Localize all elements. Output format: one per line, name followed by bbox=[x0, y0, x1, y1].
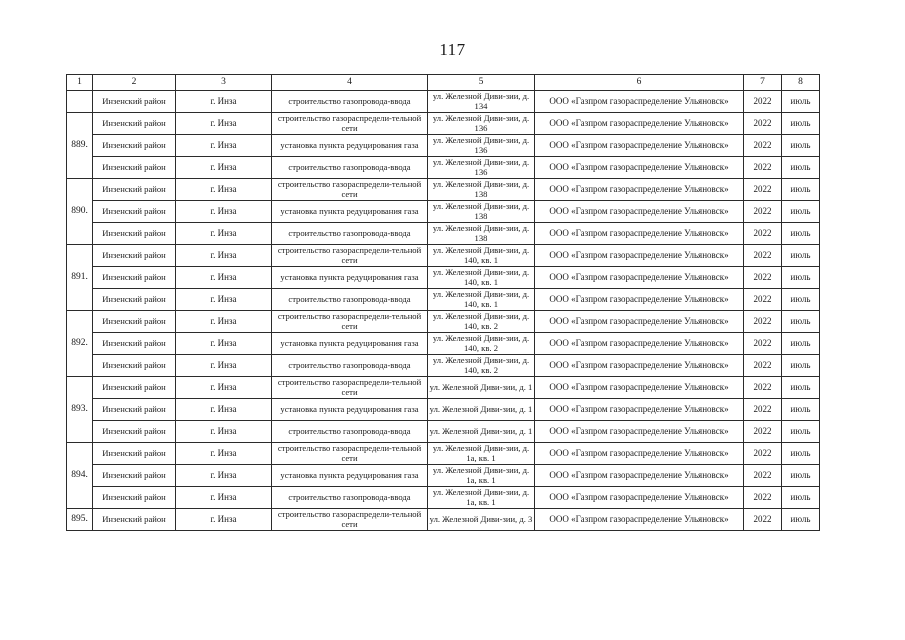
organization-cell: ООО «Газпром газораспределение Ульяновск» bbox=[535, 157, 744, 179]
month-cell: июль bbox=[782, 157, 820, 179]
district-cell: Инзенский район bbox=[93, 399, 176, 421]
city-cell: г. Инза bbox=[176, 355, 272, 377]
table-row bbox=[67, 245, 820, 267]
month-cell: июль bbox=[782, 333, 820, 355]
table-row bbox=[67, 377, 820, 399]
city-cell: г. Инза bbox=[176, 135, 272, 157]
header-cell: 1 bbox=[67, 75, 93, 91]
month-cell: июль bbox=[782, 135, 820, 157]
item-number-cell bbox=[67, 91, 93, 113]
header-row bbox=[67, 75, 820, 91]
work-type-cell: строительство газопровода-ввода bbox=[272, 91, 428, 113]
organization-cell: ООО «Газпром газораспределение Ульяновск» bbox=[535, 267, 744, 289]
work-type-cell: установка пункта редуцирования газа bbox=[272, 267, 428, 289]
work-type-cell: строительство газораспредели-тельной сети bbox=[272, 377, 428, 399]
year-cell: 2022 bbox=[744, 333, 782, 355]
header-cell: 4 bbox=[272, 75, 428, 91]
year-cell: 2022 bbox=[744, 267, 782, 289]
work-type-cell: строительство газораспредели-тельной сети bbox=[272, 245, 428, 267]
month-cell: июль bbox=[782, 421, 820, 443]
year-cell: 2022 bbox=[744, 311, 782, 333]
address-cell: ул. Железной Диви-зии, д. 140, кв. 1 bbox=[428, 267, 535, 289]
city-cell: г. Инза bbox=[176, 487, 272, 509]
year-cell: 2022 bbox=[744, 135, 782, 157]
work-type-cell: установка пункта редуцирования газа bbox=[272, 465, 428, 487]
organization-cell: ООО «Газпром газораспределение Ульяновск» bbox=[535, 509, 744, 531]
address-cell: ул. Железной Диви-зии, д. 140, кв. 2 bbox=[428, 311, 535, 333]
table-row bbox=[67, 443, 820, 465]
year-cell: 2022 bbox=[744, 157, 782, 179]
city-cell: г. Инза bbox=[176, 179, 272, 201]
organization-cell: ООО «Газпром газораспределение Ульяновск» bbox=[535, 399, 744, 421]
city-cell: г. Инза bbox=[176, 421, 272, 443]
work-type-cell: строительство газораспредели-тельной сети bbox=[272, 113, 428, 135]
address-cell: ул. Железной Диви-зии, д. 138 bbox=[428, 223, 535, 245]
month-cell: июль bbox=[782, 91, 820, 113]
year-cell: 2022 bbox=[744, 355, 782, 377]
work-type-cell: строительство газопровода-ввода bbox=[272, 223, 428, 245]
month-cell: июль bbox=[782, 487, 820, 509]
address-cell: ул. Железной Диви-зии, д. 138 bbox=[428, 201, 535, 223]
address-cell: ул. Железной Диви-зии, д. 1 bbox=[428, 421, 535, 443]
district-cell: Инзенский район bbox=[93, 333, 176, 355]
district-cell: Инзенский район bbox=[93, 179, 176, 201]
table-row bbox=[67, 179, 820, 201]
city-cell: г. Инза bbox=[176, 113, 272, 135]
city-cell: г. Инза bbox=[176, 201, 272, 223]
work-type-cell: строительство газопровода-ввода bbox=[272, 289, 428, 311]
organization-cell: ООО «Газпром газораспределение Ульяновск» bbox=[535, 201, 744, 223]
district-cell: Инзенский район bbox=[93, 421, 176, 443]
address-cell: ул. Железной Диви-зии, д. 136 bbox=[428, 157, 535, 179]
organization-cell: ООО «Газпром газораспределение Ульяновск» bbox=[535, 377, 744, 399]
organization-cell: ООО «Газпром газораспределение Ульяновск» bbox=[535, 135, 744, 157]
month-cell: июль bbox=[782, 399, 820, 421]
district-cell: Инзенский район bbox=[93, 509, 176, 531]
month-cell: июль bbox=[782, 311, 820, 333]
district-cell: Инзенский район bbox=[93, 289, 176, 311]
district-cell: Инзенский район bbox=[93, 157, 176, 179]
year-cell: 2022 bbox=[744, 509, 782, 531]
year-cell: 2022 bbox=[744, 179, 782, 201]
district-cell: Инзенский район bbox=[93, 311, 176, 333]
month-cell: июль bbox=[782, 465, 820, 487]
district-cell: Инзенский район bbox=[93, 465, 176, 487]
organization-cell: ООО «Газпром газораспределение Ульяновск» bbox=[535, 421, 744, 443]
header-cell: 2 bbox=[93, 75, 176, 91]
work-type-cell: установка пункта редуцирования газа bbox=[272, 201, 428, 223]
work-type-cell: строительство газопровода-ввода bbox=[272, 355, 428, 377]
city-cell: г. Инза bbox=[176, 465, 272, 487]
month-cell: июль bbox=[782, 377, 820, 399]
work-type-cell: установка пункта редуцирования газа bbox=[272, 399, 428, 421]
item-number-cell: 895. bbox=[67, 509, 93, 531]
year-cell: 2022 bbox=[744, 223, 782, 245]
table-row bbox=[67, 487, 820, 509]
table-row bbox=[67, 333, 820, 355]
header-cell: 3 bbox=[176, 75, 272, 91]
city-cell: г. Инза bbox=[176, 245, 272, 267]
page-number: 117 bbox=[439, 40, 466, 59]
table-row bbox=[67, 135, 820, 157]
address-cell: ул. Железной Диви-зии, д. 1а, кв. 1 bbox=[428, 465, 535, 487]
address-cell: ул. Железной Диви-зии, д. 1 bbox=[428, 399, 535, 421]
district-cell: Инзенский район bbox=[93, 113, 176, 135]
address-cell: ул. Железной Диви-зии, д. 138 bbox=[428, 179, 535, 201]
district-cell: Инзенский район bbox=[93, 201, 176, 223]
table-row bbox=[67, 465, 820, 487]
header-cell: 5 bbox=[428, 75, 535, 91]
item-number-cell: 889. bbox=[67, 113, 93, 179]
table-row bbox=[67, 509, 820, 531]
year-cell: 2022 bbox=[744, 289, 782, 311]
city-cell: г. Инза bbox=[176, 443, 272, 465]
organization-cell: ООО «Газпром газораспределение Ульяновск» bbox=[535, 465, 744, 487]
table-row bbox=[67, 223, 820, 245]
table-row bbox=[67, 113, 820, 135]
table-row bbox=[67, 289, 820, 311]
month-cell: июль bbox=[782, 245, 820, 267]
address-cell: ул. Железной Диви-зии, д. 1а, кв. 1 bbox=[428, 487, 535, 509]
organization-cell: ООО «Газпром газораспределение Ульяновск» bbox=[535, 245, 744, 267]
district-cell: Инзенский район bbox=[93, 245, 176, 267]
month-cell: июль bbox=[782, 355, 820, 377]
district-cell: Инзенский район bbox=[93, 267, 176, 289]
header-cell: 8 bbox=[782, 75, 820, 91]
organization-cell: ООО «Газпром газораспределение Ульяновск» bbox=[535, 443, 744, 465]
city-cell: г. Инза bbox=[176, 91, 272, 113]
month-cell: июль bbox=[782, 267, 820, 289]
work-type-cell: строительство газопровода-ввода bbox=[272, 421, 428, 443]
district-cell: Инзенский район bbox=[93, 443, 176, 465]
organization-cell: ООО «Газпром газораспределение Ульяновск» bbox=[535, 355, 744, 377]
table-row bbox=[67, 201, 820, 223]
city-cell: г. Инза bbox=[176, 267, 272, 289]
work-type-cell: строительство газораспредели-тельной сети bbox=[272, 509, 428, 531]
table-row bbox=[67, 355, 820, 377]
table-row bbox=[67, 157, 820, 179]
address-cell: ул. Железной Диви-зии, д. 134 bbox=[428, 91, 535, 113]
organization-cell: ООО «Газпром газораспределение Ульяновск» bbox=[535, 333, 744, 355]
city-cell: г. Инза bbox=[176, 311, 272, 333]
district-cell: Инзенский район bbox=[93, 487, 176, 509]
month-cell: июль bbox=[782, 509, 820, 531]
year-cell: 2022 bbox=[744, 465, 782, 487]
item-number-cell: 892. bbox=[67, 311, 93, 377]
month-cell: июль bbox=[782, 201, 820, 223]
year-cell: 2022 bbox=[744, 91, 782, 113]
work-type-cell: строительство газораспредели-тельной сети bbox=[272, 443, 428, 465]
organization-cell: ООО «Газпром газораспределение Ульяновск» bbox=[535, 289, 744, 311]
month-cell: июль bbox=[782, 113, 820, 135]
address-cell: ул. Железной Диви-зии, д. 140, кв. 1 bbox=[428, 289, 535, 311]
address-cell: ул. Железной Диви-зии, д. 136 bbox=[428, 135, 535, 157]
organization-cell: ООО «Газпром газораспределение Ульяновск» bbox=[535, 311, 744, 333]
table-row bbox=[67, 267, 820, 289]
year-cell: 2022 bbox=[744, 443, 782, 465]
year-cell: 2022 bbox=[744, 377, 782, 399]
month-cell: июль bbox=[782, 443, 820, 465]
year-cell: 2022 bbox=[744, 113, 782, 135]
district-cell: Инзенский район bbox=[93, 135, 176, 157]
address-cell: ул. Железной Диви-зии, д. 1 bbox=[428, 377, 535, 399]
city-cell: г. Инза bbox=[176, 509, 272, 531]
item-number-cell: 891. bbox=[67, 245, 93, 311]
work-type-cell: установка пункта редуцирования газа bbox=[272, 135, 428, 157]
table-row bbox=[67, 399, 820, 421]
year-cell: 2022 bbox=[744, 421, 782, 443]
organization-cell: ООО «Газпром газораспределение Ульяновск» bbox=[535, 113, 744, 135]
month-cell: июль bbox=[782, 289, 820, 311]
city-cell: г. Инза bbox=[176, 333, 272, 355]
table-row bbox=[67, 91, 820, 113]
district-cell: Инзенский район bbox=[93, 91, 176, 113]
address-cell: ул. Железной Диви-зии, д. 140, кв. 2 bbox=[428, 355, 535, 377]
table-row bbox=[67, 421, 820, 443]
item-number-cell: 890. bbox=[67, 179, 93, 245]
organization-cell: ООО «Газпром газораспределение Ульяновск» bbox=[535, 179, 744, 201]
table-row bbox=[67, 311, 820, 333]
city-cell: г. Инза bbox=[176, 157, 272, 179]
address-cell: ул. Железной Диви-зии, д. 3 bbox=[428, 509, 535, 531]
table-body bbox=[67, 91, 820, 531]
district-cell: Инзенский район bbox=[93, 377, 176, 399]
district-cell: Инзенский район bbox=[93, 355, 176, 377]
registry-table bbox=[66, 74, 820, 531]
address-cell: ул. Железной Диви-зии, д. 140, кв. 1 bbox=[428, 245, 535, 267]
item-number-cell: 894. bbox=[67, 443, 93, 509]
address-cell: ул. Железной Диви-зии, д. 140, кв. 2 bbox=[428, 333, 535, 355]
city-cell: г. Инза bbox=[176, 399, 272, 421]
header-cell: 7 bbox=[744, 75, 782, 91]
city-cell: г. Инза bbox=[176, 377, 272, 399]
month-cell: июль bbox=[782, 179, 820, 201]
work-type-cell: установка пункта редуцирования газа bbox=[272, 333, 428, 355]
item-number-cell: 893. bbox=[67, 377, 93, 443]
organization-cell: ООО «Газпром газораспределение Ульяновск» bbox=[535, 223, 744, 245]
district-cell: Инзенский район bbox=[93, 223, 176, 245]
work-type-cell: строительство газораспредели-тельной сети bbox=[272, 311, 428, 333]
year-cell: 2022 bbox=[744, 399, 782, 421]
address-cell: ул. Железной Диви-зии, д. 1а, кв. 1 bbox=[428, 443, 535, 465]
organization-cell: ООО «Газпром газораспределение Ульяновск» bbox=[535, 487, 744, 509]
organization-cell: ООО «Газпром газораспределение Ульяновск» bbox=[535, 91, 744, 113]
header-cell: 6 bbox=[535, 75, 744, 91]
work-type-cell: строительство газопровода-ввода bbox=[272, 157, 428, 179]
work-type-cell: строительство газораспредели-тельной сети bbox=[272, 179, 428, 201]
year-cell: 2022 bbox=[744, 201, 782, 223]
city-cell: г. Инза bbox=[176, 289, 272, 311]
year-cell: 2022 bbox=[744, 487, 782, 509]
city-cell: г. Инза bbox=[176, 223, 272, 245]
address-cell: ул. Железной Диви-зии, д. 136 bbox=[428, 113, 535, 135]
month-cell: июль bbox=[782, 223, 820, 245]
year-cell: 2022 bbox=[744, 245, 782, 267]
work-type-cell: строительство газопровода-ввода bbox=[272, 487, 428, 509]
